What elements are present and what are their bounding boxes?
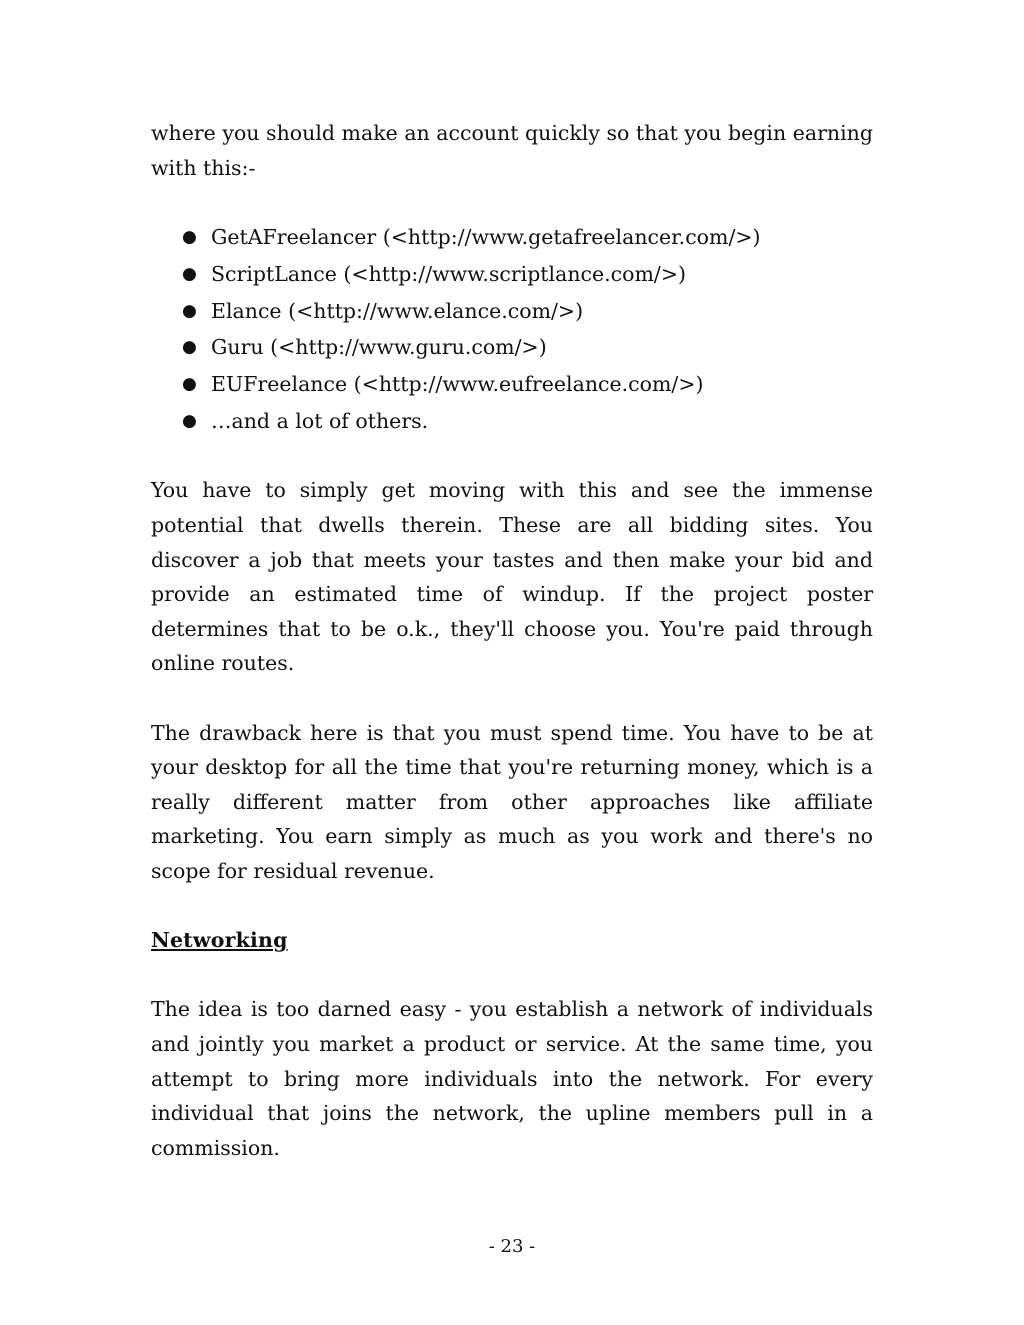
list-item [151, 219, 873, 256]
list-item [151, 256, 873, 293]
list-item [151, 403, 873, 440]
bullet-icon: ● [182, 337, 197, 358]
bullet-icon: ● [182, 300, 197, 321]
bullet-icon: ● [182, 374, 197, 394]
list-item [151, 293, 873, 330]
bullet-icon: ● [182, 227, 197, 248]
bidding-sites-paragraph: You have to simply get moving with this and see the immense potential that dwells therein. These are all bidding sites. You discover a job that meets your tastes and then make your bid and provide an estimated time of windup. If the project poster determines that to be o.k., they'll choose you. You're paid through online routes. [151, 478, 873, 676]
freelance-sites-list [151, 219, 873, 439]
section-heading: Networking [151, 928, 288, 953]
list-item-text: …and a lot of others. [211, 408, 429, 433]
list-item-text: Elance (<http://www.elance.com/>) [211, 298, 584, 323]
intro-paragraph: where you should make an account quickly so that you begin earning with this:- [151, 121, 873, 180]
bullet-icon: ● [182, 410, 197, 431]
page-number: - 23 - [488, 1236, 536, 1257]
drawback-paragraph: The drawback here is that you must spend time. You have to be at your desktop for all the time that you're returning money, which is a really different matter from other approaches like affiliate marketing. You earn simply as much as you work and there's no scope for residual revenue. [151, 720, 873, 883]
list-item-text: GetAFreelancer (<http://www.getafreelancer.com/>) [211, 225, 761, 250]
list-item-text: EUFreelance (<http://www.eufreelance.com/>) [211, 372, 704, 396]
page-body [151, 116, 873, 1165]
list-item [151, 366, 873, 403]
list-item-text: Guru (<http://www.guru.com/>) [211, 335, 547, 360]
networking-paragraph: The idea is too darned easy - you establish a network of individuals and jointly you market a product or service. At the same time, you attempt to bring more individuals into the network. For every individual that joins the network, the upline members pull in a commission. [151, 997, 873, 1160]
bullet-icon: ● [182, 263, 197, 284]
list-item [151, 329, 873, 366]
list-item-text: ScriptLance (<http://www.scriptlance.com/>) [211, 261, 687, 286]
